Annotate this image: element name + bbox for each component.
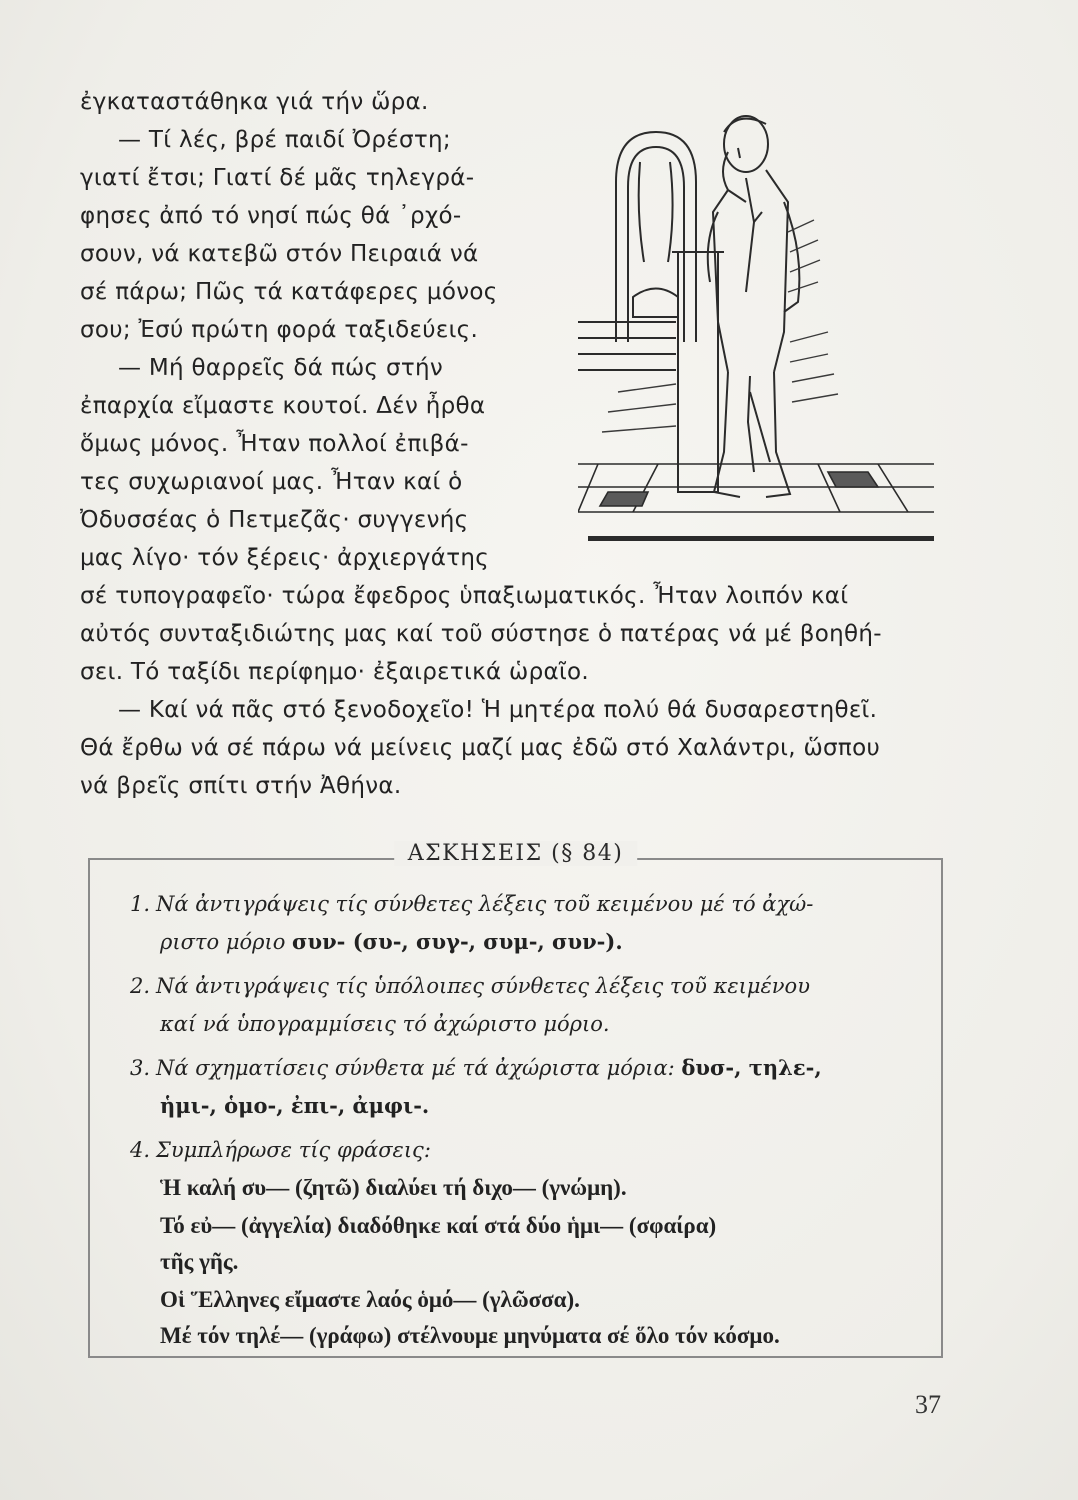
story-line: ἐγκαταστάθηκα γιά τήν ὥρα.	[80, 89, 429, 115]
exercise-1-line-2: ριστο μόριο συν- (συ-, συγ-, συμ-, συν-).	[160, 929, 623, 954]
exercise-number: 2.	[130, 974, 151, 998]
story-line: τες συχωριανοί μας. Ἦταν καί ὁ	[80, 469, 463, 495]
exercises-box	[88, 841, 943, 1358]
story-line: — Τί λές, βρέ παιδί Ὀρέστη;	[118, 127, 451, 153]
man-illustration	[578, 92, 934, 550]
exercise-2-line-1: 2. Νά ἀντιγράψεις τίς ὑπόλοιπες σύνθετες λέξεις τοῦ κειμένου	[130, 974, 810, 998]
story-line: ἐπαρχία εἴμαστε κουτοί. Δέν ἦρθα	[80, 393, 486, 419]
story-line: σέ πάρω; Πῶς τά κατάφερες μόνος	[80, 279, 498, 305]
story-line: σέ τυπογραφεῖο· τώρα ἔφεδρος ὑπαξιωματικός. Ἦταν λοιπόν καί	[80, 583, 849, 609]
exercise-4-sentence: Μέ τόν τηλέ— (γράφω) στέλνουμε μηνύματα σέ ὅλο τόν κόσμο.	[160, 1323, 780, 1348]
story-line: αὐτός συνταξιδιώτης μας καί τοῦ σύστησε ὁ πατέρας νά μέ βοηθή-	[80, 621, 882, 647]
exercise-1-line-1: 1. Νά ἀντιγράψεις τίς σύνθετες λέξεις τοῦ κειμένου μέ τό ἀχώ-	[130, 892, 814, 916]
exercises-heading: ΑΣΚΗΣΕΙΣ	[407, 841, 543, 866]
story-line: — Μή θαρρεῖς δά πώς στήν	[118, 355, 444, 381]
exercises-section-ref: (§ 84)	[551, 841, 624, 866]
exercises-title	[394, 841, 638, 866]
story-line: σουν, νά κατεβῶ στόν Πειραιά νά	[80, 241, 479, 267]
page-number: 37	[915, 1390, 941, 1419]
exercise-number: 1.	[130, 892, 151, 916]
story-line: σου; Ἐσύ πρώτη φορά ταξιδεύεις.	[80, 317, 479, 343]
exercise-4-line-1: 4. Συμπλήρωσε τίς φράσεις:	[130, 1138, 431, 1162]
exercise-4-sentence: Ἡ καλή συ— (ζητῶ) διαλύει τή διχο— (γνώμη).	[160, 1175, 627, 1200]
exercise-number: 4.	[130, 1138, 151, 1162]
exercise-3-line-1: 3. Νά σχηματίσεις σύνθετα μέ τά ἀχώριστα μόρια: δυσ-, τηλε-,	[130, 1055, 822, 1080]
story-line: — Καί νά πᾶς στό ξενοδοχεῖο! Ἡ μητέρα πολύ θά δυσαρεστηθεῖ.	[118, 697, 878, 723]
exercise-2-line-2: καί νά ὑπογραμμίσεις τό ἀχώριστο μόριο.	[160, 1012, 610, 1036]
story-line: ὅμως μόνος. Ἦταν πολλοί ἐπιβά-	[80, 431, 469, 457]
story-line: νά βρεῖς σπίτι στήν Ἀθήνα.	[80, 773, 402, 799]
exercise-3-line-2: ἡμι-, ὁμο-, ἐπι-, ἀμφι-.	[160, 1093, 430, 1118]
exercise-4-sentence: Οἱ Ἕλληνες εἴμαστε λαός ὁμό— (γλῶσσα).	[160, 1287, 580, 1312]
story-line: φησες ἀπό τό νησί πώς θά ᾽ρχό-	[80, 203, 462, 229]
story-line: σει. Τό ταξίδι περίφημο· ἐξαιρετικά ὡραῖο.	[80, 659, 590, 685]
story-line: γιατί ἔτσι; Γιατί δέ μᾶς τηλεγρά-	[80, 165, 475, 191]
story-line: Θά ἔρθω νά σέ πάρω νά μείνεις μαζί μας ἐδῶ στό Χαλάντρι, ὥσπου	[80, 735, 881, 761]
exercise-4-sentence: Τό εὐ— (ἀγγελία) διαδόθηκε καί στά δύο ἡμι— (σφαίρα)	[160, 1213, 717, 1238]
story-line: Ὀδυσσέας ὁ Πετμεζᾶς· συγγενής	[80, 507, 469, 533]
exercise-number: 3.	[130, 1056, 151, 1080]
story-line: μας λίγο· τόν ξέρεις· ἀρχιεργάτης	[80, 545, 490, 571]
exercise-4-sentence: τῆς γῆς.	[160, 1249, 239, 1274]
